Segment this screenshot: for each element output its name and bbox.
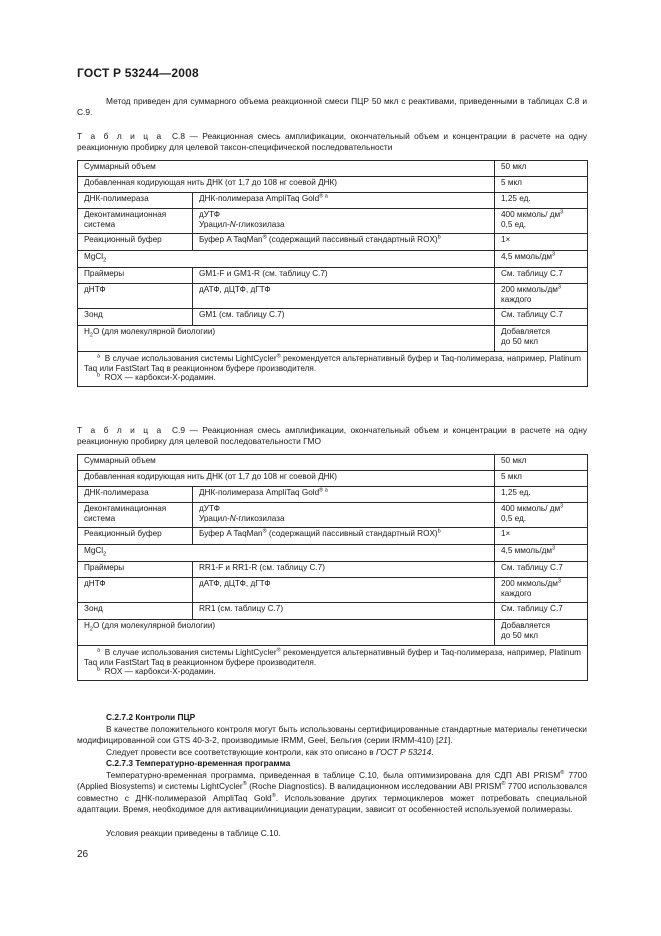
table-c9-caption — [77, 425, 587, 448]
table-cell — [193, 234, 495, 251]
table-cell: См. таблицу С.7 — [495, 562, 588, 578]
text-fragment: Следует провести все соответствующие контроли, как это описано в — [106, 747, 377, 757]
table-cell: Зонд — [78, 309, 193, 326]
text-fragment: . Использование других термоциклеров может потребовать специальной адаптации. Время, необходимое для активации/инициации денатурации, зависит от особенностей используемой полимеразы. — [77, 792, 587, 815]
table-cell — [78, 620, 495, 646]
table-row — [78, 209, 588, 234]
table-c8-notes — [78, 352, 588, 387]
text-fragment: Урацил- — [199, 219, 230, 229]
table-c8-caption-text: С.8 — Реакционная смесь амплификации, окончательный объем и концентрации в расчете на одну реакционную пробирку для целевой таксон-специфической последовательности — [77, 131, 588, 153]
table-cell: Деконтаминационная система — [78, 209, 193, 234]
polymerase-name: ДНК-полимераза AmpliTaq Gold — [199, 194, 320, 203]
table-row — [78, 455, 588, 471]
text-fragment: 3 — [560, 503, 564, 510]
text-fragment: b — [437, 234, 441, 241]
table-cell: дАТФ, дЦТФ, дГТФ — [193, 284, 495, 309]
table-cell: 1,25 ед. — [495, 193, 588, 209]
text-fragment: MgCl — [84, 546, 104, 555]
table-cell: Добавленная кодирующая нить ДНК (от 1,7 до 108 нг соевой ДНК) — [78, 177, 495, 193]
text-fragment: Температурно-временная программа, приведенная в таблице С.10, была оптимизирована для СДП ABI PRISM — [106, 770, 561, 780]
text-fragment: ® — [560, 770, 565, 777]
table-cell — [78, 545, 495, 562]
dntp-value-2: каждого — [501, 588, 532, 598]
dntp-value-1 — [501, 285, 583, 295]
table-c8 — [77, 160, 588, 387]
table-row — [78, 326, 588, 352]
table-cell — [495, 620, 588, 646]
text-fragment: 4,5 ммоль/дм — [501, 546, 553, 555]
section-272-paragraph-2 — [77, 747, 587, 758]
table-row — [78, 578, 588, 603]
table-cell — [495, 326, 588, 352]
table-row — [78, 545, 588, 562]
table-notes-row — [78, 646, 588, 681]
dntp-value-1 — [501, 579, 583, 589]
decontamination-value-2: 0,5 ед. — [501, 513, 527, 523]
table-cell — [495, 209, 588, 234]
text-fragment: 3 — [557, 284, 561, 291]
table-cell: 5 мкл — [495, 177, 588, 193]
text-fragment: 3 — [560, 209, 564, 216]
decontamination-component-1: дУТФ — [199, 504, 220, 513]
text-fragment: В качестве положительного контроля могут быть использованы сертифицированные стандартные материалы генетически модифицированной сои GTS 40-3-2, производимые IRMM, Geel, Бельгия (серии IRMM-410) [ — [77, 724, 587, 746]
document-header: ГОСТ Р 53244—2008 — [77, 66, 199, 80]
decontamination-component-2 — [199, 514, 490, 524]
table-row — [78, 177, 588, 193]
text-fragment: (содержащий пассивный стандартный ROX) — [266, 529, 438, 538]
text-fragment: b — [97, 372, 101, 379]
table-row — [78, 562, 588, 578]
table-cell — [193, 528, 495, 545]
standard-reference: ГОСТ Р 53214 — [376, 747, 432, 757]
section-273-paragraph-2: Условия реакции приведены в таблице С.10. — [106, 828, 281, 838]
decontamination-value-2: 0,5 ед. — [501, 219, 527, 229]
text-fragment: В случае использования системы LightCycler — [104, 648, 277, 657]
table-cell: См. таблицу С.7 — [495, 268, 588, 284]
table-cell: 1,25 ед. — [495, 487, 588, 503]
text-fragment: 3 — [557, 578, 561, 585]
table-cell: Деконтаминационная система — [78, 503, 193, 528]
text-fragment: ROX — карбокси-Х-родамин. — [104, 667, 216, 677]
text-fragment: Буфер A TaqMan — [199, 529, 263, 538]
text-fragment: рекомендуется альтернативный буфер и Taq-полимераза, например, Platinum Taq или FastStart Taq в реакционном буфере производителя. — [84, 648, 581, 667]
text-fragment: 4,5 ммоль/дм — [501, 252, 553, 261]
table-c9-caption-text: С.9 — Реакционная смесь амплификации, окончательный объем и концентрации в расчете на одну реакционную пробирку для целевой последовательности ГМО — [77, 425, 588, 447]
table-c9 — [77, 454, 588, 681]
table-cell: См. таблицу С.7 — [495, 603, 588, 620]
table-notes-row — [78, 352, 588, 387]
text-fragment: N — [229, 513, 236, 523]
text-fragment: Буфер A TaqMan — [199, 235, 263, 244]
text-fragment: (содержащий пассивный стандартный ROX) — [266, 235, 438, 244]
text-fragment: 2 — [89, 626, 93, 633]
text-fragment: MgCl — [84, 252, 104, 261]
section-272-paragraph-1 — [77, 724, 587, 747]
text-fragment: Урацил- — [199, 513, 230, 523]
table-cell: Зонд — [78, 603, 193, 620]
text-fragment: 2 — [103, 257, 107, 264]
table-cell: дНТФ — [78, 578, 193, 603]
table-cell — [193, 209, 495, 234]
polymerase-footnote-mark: ® a — [319, 193, 328, 200]
table-cell: дАТФ, дЦТФ, дГТФ — [193, 578, 495, 603]
table-cell: См. таблицу С.7 — [495, 309, 588, 326]
text-fragment: ]. — [447, 735, 453, 746]
water-value-2: до 50 мкл — [501, 630, 539, 640]
table-cell: дНТФ — [78, 284, 193, 309]
water-value-1: Добавляется — [501, 621, 551, 630]
table-cell: Праймеры — [78, 562, 193, 578]
text-fragment: ® — [276, 353, 281, 360]
text-fragment: В случае использования системы LightCycler — [104, 354, 277, 363]
table-cell — [495, 545, 588, 562]
footnote-a — [84, 648, 581, 667]
polymerase-name: ДНК-полимераза AmpliTaq Gold — [199, 488, 320, 497]
table-c8-caption-label: Т а б л и ц а — [77, 131, 164, 141]
text-fragment: 2 — [103, 551, 107, 558]
text-fragment: H — [84, 327, 90, 336]
text-fragment: рекомендуется альтернативный буфер и Taq-полимераза, например, Platinum Taq или FastStart Taq в реакционном буфере производителя. — [84, 354, 581, 373]
text-fragment: ® — [262, 234, 267, 241]
table-row — [78, 234, 588, 251]
table-row — [78, 487, 588, 503]
table-cell: RR1-F и RR1-R (см. таблицу С.7) — [193, 562, 495, 578]
text-fragment: H — [84, 621, 90, 630]
table-cell: Суммарный объем — [78, 455, 495, 471]
text-fragment: 3 — [552, 545, 556, 552]
table-row — [78, 161, 588, 177]
table-row — [78, 251, 588, 268]
water-value-1: Добавляется — [501, 327, 551, 336]
table-row — [78, 620, 588, 646]
text-fragment: b — [97, 666, 101, 673]
text-fragment: . — [431, 747, 434, 757]
text-fragment: 2 — [89, 332, 93, 339]
text-fragment: ® — [276, 647, 281, 654]
text-fragment: ® — [271, 793, 276, 800]
decontamination-component-1: дУТФ — [199, 210, 220, 219]
table-cell — [78, 251, 495, 268]
decontamination-value-1 — [501, 210, 583, 220]
text-fragment: ® — [501, 781, 506, 788]
text-fragment: 3 — [552, 251, 556, 258]
table-cell — [193, 503, 495, 528]
table-c8-caption — [77, 131, 587, 154]
text-fragment: O (для молекулярной биологии) — [92, 621, 216, 630]
table-cell — [193, 193, 495, 209]
section-273-title: С.2.7.3 Температурно-временная программа — [106, 758, 291, 768]
footnote-a — [84, 354, 581, 373]
table-row — [78, 284, 588, 309]
text-fragment: 400 мкмоль/ дм — [501, 504, 561, 513]
citation-reference: 21 — [438, 735, 448, 746]
text-fragment: 200 мкмоль/дм — [501, 579, 558, 588]
text-fragment: b — [437, 528, 441, 535]
polymerase-footnote-mark: ® a — [319, 487, 328, 494]
table-cell: 50 мкл — [495, 455, 588, 471]
table-c9-caption-label: Т а б л и ц а — [77, 425, 164, 435]
table-row — [78, 193, 588, 209]
water-value-2: до 50 мкл — [501, 336, 539, 346]
intro-paragraph: Метод приведен для суммарного объема реакционной смеси ПЦР 50 мкл с реактивами, приведенными в таблицах С.8 и С.9. — [77, 96, 587, 118]
table-cell: GM1-F и GM1-R (см. таблицу С.7) — [193, 268, 495, 284]
table-cell: Суммарный объем — [78, 161, 495, 177]
footnote-b — [84, 373, 581, 383]
table-cell: ДНК-полимераза — [78, 193, 193, 209]
table-c9-notes — [78, 646, 588, 681]
table-row — [78, 268, 588, 284]
table-row — [78, 471, 588, 487]
text-fragment: N — [229, 219, 236, 229]
table-cell — [495, 251, 588, 268]
table-cell: 5 мкл — [495, 471, 588, 487]
text-fragment: ® — [262, 528, 267, 535]
table-cell — [495, 578, 588, 603]
table-row — [78, 503, 588, 528]
table-cell: Добавленная кодирующая нить ДНК (от 1,7 до 108 нг соевой ДНК) — [78, 471, 495, 487]
table-cell — [495, 284, 588, 309]
page-number: 26 — [77, 849, 89, 860]
footnote-b — [84, 667, 581, 677]
text-fragment: 200 мкмоль/дм — [501, 285, 558, 294]
table-cell: Праймеры — [78, 268, 193, 284]
table-cell: GM1 (см. таблицу С.7) — [193, 309, 495, 326]
text-fragment: -гликозилаза — [235, 513, 285, 523]
table-row — [78, 528, 588, 545]
table-row — [78, 309, 588, 326]
table-cell: ДНК-полимераза — [78, 487, 193, 503]
text-fragment: 7700 использовался совместно с ДНК-полимеразой AmpliTaq Gold — [77, 781, 587, 803]
text-fragment: -гликозилаза — [235, 219, 285, 229]
table-cell — [193, 487, 495, 503]
text-fragment: a — [97, 353, 101, 360]
table-cell: 1× — [495, 234, 588, 251]
table-row — [78, 603, 588, 620]
dntp-value-2: каждого — [501, 294, 532, 304]
text-fragment: a — [97, 647, 101, 654]
decontamination-value-1 — [501, 504, 583, 514]
text-fragment: 400 мкмоль/ дм — [501, 210, 561, 219]
table-cell: RR1 (см. таблицу С.7) — [193, 603, 495, 620]
text-fragment: ® — [242, 781, 247, 788]
table-cell — [495, 503, 588, 528]
table-cell — [78, 326, 495, 352]
table-cell: Реакционный буфер — [78, 234, 193, 251]
table-cell: Реакционный буфер — [78, 528, 193, 545]
text-fragment: (Roche Diagnostics). В валидационном исследовании ABI PRISM — [246, 781, 502, 792]
section-272-title: С.2.7.2 Контроли ПЦР — [106, 712, 196, 722]
text-fragment: ROX — карбокси-Х-родамин. — [104, 373, 216, 383]
decontamination-component-2 — [199, 220, 490, 230]
text-fragment: 7700 (Applied Biosystems) и системы LightCycler — [77, 770, 587, 792]
table-cell: 1× — [495, 528, 588, 545]
section-273-paragraph-1 — [77, 770, 587, 816]
table-cell: 50 мкл — [495, 161, 588, 177]
text-fragment: O (для молекулярной биологии) — [92, 327, 216, 336]
